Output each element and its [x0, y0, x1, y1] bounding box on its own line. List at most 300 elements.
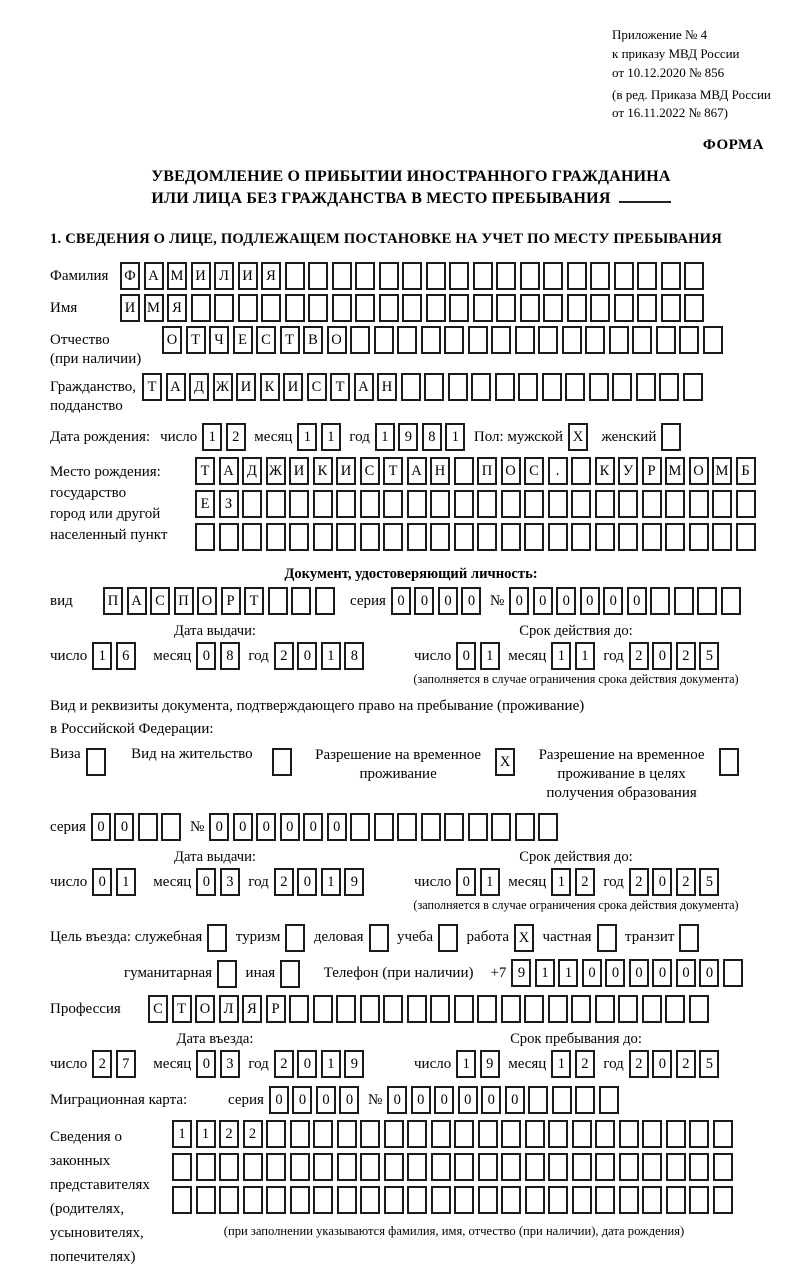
char-cell[interactable]: 0 — [509, 587, 529, 615]
char-cell[interactable] — [619, 1120, 639, 1148]
char-cell[interactable] — [397, 813, 417, 841]
char-cell[interactable] — [172, 1153, 192, 1181]
char-cell[interactable]: 0 — [629, 959, 649, 987]
char-cell[interactable]: 5 — [699, 868, 719, 896]
char-cell[interactable]: 0 — [256, 813, 276, 841]
char-cell[interactable] — [454, 1153, 474, 1181]
char-cell[interactable] — [383, 523, 403, 551]
char-cell[interactable] — [268, 587, 288, 615]
char-cell[interactable] — [614, 294, 634, 322]
char-cell[interactable] — [360, 490, 380, 518]
char-cell[interactable]: 0 — [676, 959, 696, 987]
char-cell[interactable] — [374, 813, 394, 841]
char-cell[interactable] — [266, 523, 286, 551]
char-cell[interactable]: А — [144, 262, 164, 290]
char-cell[interactable]: 0 — [316, 1086, 336, 1114]
char-cell[interactable] — [585, 326, 605, 354]
char-cell[interactable] — [266, 1186, 286, 1214]
char-cell[interactable]: 1 — [196, 1120, 216, 1148]
char-cell[interactable] — [468, 326, 488, 354]
char-cell[interactable]: Т — [142, 373, 162, 401]
char-cell[interactable] — [684, 294, 704, 322]
char-cell[interactable] — [421, 326, 441, 354]
char-cell[interactable]: 2 — [274, 868, 294, 896]
char-cell[interactable]: Ч — [209, 326, 229, 354]
char-cell[interactable]: 1 — [297, 423, 317, 451]
char-cell[interactable]: 0 — [556, 587, 576, 615]
char-cell[interactable]: П — [477, 457, 497, 485]
char-cell[interactable] — [619, 1186, 639, 1214]
char-cell[interactable] — [355, 262, 375, 290]
char-cell[interactable] — [219, 1186, 239, 1214]
char-cell[interactable] — [291, 587, 311, 615]
char-cell[interactable]: 0 — [196, 868, 216, 896]
char-cell[interactable] — [501, 523, 521, 551]
char-cell[interactable]: 1 — [375, 423, 395, 451]
char-cell[interactable] — [336, 995, 356, 1023]
char-cell[interactable] — [525, 1120, 545, 1148]
char-cell[interactable]: М — [665, 457, 685, 485]
char-cell[interactable] — [618, 523, 638, 551]
char-cell[interactable]: Е — [195, 490, 215, 518]
char-cell[interactable]: Я — [242, 995, 262, 1023]
char-cell[interactable] — [665, 523, 685, 551]
char-cell[interactable]: 9 — [511, 959, 531, 987]
char-cell[interactable]: 9 — [344, 868, 364, 896]
char-cell[interactable]: О — [162, 326, 182, 354]
char-cell[interactable]: 8 — [344, 642, 364, 670]
char-cell[interactable] — [712, 523, 732, 551]
char-cell[interactable] — [313, 523, 333, 551]
char-cell[interactable]: 2 — [629, 642, 649, 670]
char-cell[interactable]: 0 — [582, 959, 602, 987]
char-cell[interactable] — [496, 262, 516, 290]
char-cell[interactable]: 0 — [580, 587, 600, 615]
char-cell[interactable] — [543, 262, 563, 290]
char-cell[interactable]: 0 — [391, 587, 411, 615]
char-cell[interactable]: О — [195, 995, 215, 1023]
char-cell[interactable] — [713, 1186, 733, 1214]
char-cell[interactable] — [659, 373, 679, 401]
char-cell[interactable]: Н — [377, 373, 397, 401]
char-cell[interactable]: 2 — [575, 868, 595, 896]
char-cell[interactable]: Л — [219, 995, 239, 1023]
char-cell[interactable] — [407, 995, 427, 1023]
char-cell[interactable]: 0 — [461, 587, 481, 615]
char-cell[interactable] — [243, 1153, 263, 1181]
char-cell[interactable]: 8 — [422, 423, 442, 451]
char-cell[interactable] — [665, 490, 685, 518]
char-cell[interactable] — [721, 587, 741, 615]
char-cell[interactable]: С — [524, 457, 544, 485]
char-cell[interactable] — [196, 1186, 216, 1214]
char-cell[interactable]: А — [127, 587, 147, 615]
char-cell[interactable]: Т — [172, 995, 192, 1023]
char-cell[interactable] — [666, 1153, 686, 1181]
char-cell[interactable] — [374, 326, 394, 354]
char-cell[interactable] — [360, 1153, 380, 1181]
char-cell[interactable]: Б — [736, 457, 756, 485]
char-cell[interactable] — [272, 748, 292, 776]
char-cell[interactable]: 0 — [196, 1050, 216, 1078]
char-cell[interactable]: И — [336, 457, 356, 485]
char-cell[interactable]: 0 — [652, 959, 672, 987]
char-cell[interactable] — [642, 1120, 662, 1148]
char-cell[interactable]: Ф — [120, 262, 140, 290]
char-cell[interactable] — [266, 1153, 286, 1181]
char-cell[interactable] — [501, 995, 521, 1023]
char-cell[interactable] — [280, 960, 300, 988]
char-cell[interactable]: 1 — [321, 868, 341, 896]
char-cell[interactable]: 1 — [92, 642, 112, 670]
char-cell[interactable] — [337, 1153, 357, 1181]
char-cell[interactable]: А — [407, 457, 427, 485]
char-cell[interactable] — [538, 326, 558, 354]
char-cell[interactable] — [679, 326, 699, 354]
char-cell[interactable] — [430, 490, 450, 518]
char-cell[interactable]: И — [191, 262, 211, 290]
char-cell[interactable] — [495, 373, 515, 401]
char-cell[interactable] — [431, 1120, 451, 1148]
char-cell[interactable]: Т — [383, 457, 403, 485]
char-cell[interactable] — [571, 490, 591, 518]
char-cell[interactable]: И — [283, 373, 303, 401]
char-cell[interactable] — [619, 1153, 639, 1181]
char-cell[interactable] — [689, 995, 709, 1023]
char-cell[interactable] — [214, 294, 234, 322]
char-cell[interactable] — [661, 262, 681, 290]
char-cell[interactable] — [703, 326, 723, 354]
char-cell[interactable]: Ж — [213, 373, 233, 401]
char-cell[interactable]: З — [219, 490, 239, 518]
char-cell[interactable] — [736, 523, 756, 551]
char-cell[interactable] — [496, 294, 516, 322]
char-cell[interactable] — [538, 813, 558, 841]
char-cell[interactable]: 0 — [627, 587, 647, 615]
char-cell[interactable] — [454, 995, 474, 1023]
char-cell[interactable]: Т — [330, 373, 350, 401]
char-cell[interactable] — [666, 1120, 686, 1148]
char-cell[interactable]: 0 — [92, 868, 112, 896]
char-cell[interactable] — [397, 326, 417, 354]
char-cell[interactable] — [567, 262, 587, 290]
char-cell[interactable]: 0 — [533, 587, 553, 615]
char-cell[interactable] — [590, 262, 610, 290]
char-cell[interactable]: 0 — [438, 587, 458, 615]
char-cell[interactable] — [636, 373, 656, 401]
char-cell[interactable]: 7 — [116, 1050, 136, 1078]
char-cell[interactable] — [438, 924, 458, 952]
char-cell[interactable] — [360, 523, 380, 551]
char-cell[interactable]: 0 — [652, 1050, 672, 1078]
char-cell[interactable] — [369, 924, 389, 952]
char-cell[interactable] — [448, 373, 468, 401]
char-cell[interactable] — [528, 1086, 548, 1114]
char-cell[interactable] — [712, 490, 732, 518]
char-cell[interactable] — [520, 262, 540, 290]
char-cell[interactable]: 1 — [558, 959, 578, 987]
char-cell[interactable] — [689, 1186, 709, 1214]
char-cell[interactable]: А — [354, 373, 374, 401]
char-cell[interactable]: С — [256, 326, 276, 354]
char-cell[interactable]: К — [260, 373, 280, 401]
char-cell[interactable] — [290, 1120, 310, 1148]
char-cell[interactable] — [471, 373, 491, 401]
char-cell[interactable]: 0 — [91, 813, 111, 841]
char-cell[interactable]: К — [313, 457, 333, 485]
char-cell[interactable] — [289, 995, 309, 1023]
char-cell[interactable]: 2 — [243, 1120, 263, 1148]
char-cell[interactable]: Т — [186, 326, 206, 354]
char-cell[interactable] — [402, 294, 422, 322]
char-cell[interactable] — [665, 995, 685, 1023]
char-cell[interactable] — [243, 1186, 263, 1214]
char-cell[interactable]: 2 — [92, 1050, 112, 1078]
char-cell[interactable] — [595, 1120, 615, 1148]
char-cell[interactable]: К — [595, 457, 615, 485]
char-cell[interactable] — [524, 995, 544, 1023]
char-cell[interactable] — [360, 1120, 380, 1148]
char-cell[interactable] — [515, 813, 535, 841]
char-cell[interactable] — [138, 813, 158, 841]
char-cell[interactable]: 5 — [699, 642, 719, 670]
char-cell[interactable]: 0 — [458, 1086, 478, 1114]
char-cell[interactable]: 1 — [480, 868, 500, 896]
char-cell[interactable] — [266, 1120, 286, 1148]
char-cell[interactable]: О — [327, 326, 347, 354]
char-cell[interactable] — [355, 294, 375, 322]
char-cell[interactable] — [543, 294, 563, 322]
char-cell[interactable] — [572, 1153, 592, 1181]
char-cell[interactable]: 9 — [398, 423, 418, 451]
char-cell[interactable] — [548, 1186, 568, 1214]
char-cell[interactable]: 1 — [172, 1120, 192, 1148]
char-cell[interactable] — [683, 373, 703, 401]
char-cell[interactable]: 0 — [339, 1086, 359, 1114]
char-cell[interactable] — [524, 490, 544, 518]
char-cell[interactable] — [191, 294, 211, 322]
char-cell[interactable] — [642, 523, 662, 551]
char-cell[interactable] — [567, 294, 587, 322]
char-cell[interactable]: . — [548, 457, 568, 485]
char-cell[interactable] — [332, 262, 352, 290]
char-cell[interactable] — [689, 523, 709, 551]
char-cell[interactable] — [525, 1153, 545, 1181]
char-cell[interactable]: У — [618, 457, 638, 485]
char-cell[interactable]: А — [219, 457, 239, 485]
char-cell[interactable] — [477, 523, 497, 551]
char-cell[interactable]: 0 — [411, 1086, 431, 1114]
char-cell[interactable]: 0 — [652, 868, 672, 896]
char-cell[interactable] — [632, 326, 652, 354]
char-cell[interactable] — [548, 490, 568, 518]
char-cell[interactable] — [313, 1186, 333, 1214]
char-cell[interactable] — [572, 1186, 592, 1214]
char-cell[interactable] — [337, 1120, 357, 1148]
char-cell[interactable] — [401, 373, 421, 401]
char-cell[interactable] — [285, 262, 305, 290]
char-cell[interactable] — [501, 490, 521, 518]
char-cell[interactable]: 0 — [434, 1086, 454, 1114]
char-cell[interactable]: 5 — [699, 1050, 719, 1078]
char-cell[interactable] — [595, 995, 615, 1023]
char-cell[interactable] — [524, 523, 544, 551]
char-cell[interactable] — [379, 262, 399, 290]
char-cell[interactable] — [637, 294, 657, 322]
char-cell[interactable] — [650, 587, 670, 615]
char-cell[interactable] — [402, 262, 422, 290]
char-cell[interactable] — [612, 373, 632, 401]
char-cell[interactable]: X — [514, 924, 534, 952]
char-cell[interactable] — [308, 262, 328, 290]
char-cell[interactable] — [478, 1120, 498, 1148]
char-cell[interactable]: Н — [430, 457, 450, 485]
char-cell[interactable] — [315, 587, 335, 615]
char-cell[interactable]: 0 — [297, 642, 317, 670]
char-cell[interactable]: Д — [189, 373, 209, 401]
char-cell[interactable] — [161, 813, 181, 841]
char-cell[interactable]: X — [568, 423, 588, 451]
char-cell[interactable] — [684, 262, 704, 290]
char-cell[interactable]: М — [712, 457, 732, 485]
char-cell[interactable]: 2 — [274, 642, 294, 670]
char-cell[interactable] — [313, 995, 333, 1023]
char-cell[interactable]: 1 — [575, 642, 595, 670]
char-cell[interactable]: 1 — [551, 642, 571, 670]
char-cell[interactable] — [172, 1186, 192, 1214]
char-cell[interactable] — [637, 262, 657, 290]
char-cell[interactable] — [689, 490, 709, 518]
char-cell[interactable] — [337, 1186, 357, 1214]
char-cell[interactable]: 2 — [219, 1120, 239, 1148]
char-cell[interactable] — [266, 490, 286, 518]
char-cell[interactable]: Ж — [266, 457, 286, 485]
char-cell[interactable]: 1 — [445, 423, 465, 451]
char-cell[interactable] — [407, 490, 427, 518]
char-cell[interactable] — [308, 294, 328, 322]
char-cell[interactable] — [384, 1120, 404, 1148]
char-cell[interactable] — [697, 587, 717, 615]
char-cell[interactable] — [424, 373, 444, 401]
char-cell[interactable] — [313, 490, 333, 518]
char-cell[interactable] — [548, 1153, 568, 1181]
char-cell[interactable]: 2 — [629, 868, 649, 896]
char-cell[interactable]: 6 — [116, 642, 136, 670]
char-cell[interactable] — [666, 1186, 686, 1214]
char-cell[interactable] — [548, 523, 568, 551]
char-cell[interactable] — [426, 262, 446, 290]
char-cell[interactable]: Е — [233, 326, 253, 354]
char-cell[interactable] — [289, 523, 309, 551]
char-cell[interactable]: И — [236, 373, 256, 401]
char-cell[interactable] — [217, 960, 237, 988]
char-cell[interactable] — [384, 1153, 404, 1181]
char-cell[interactable] — [290, 1153, 310, 1181]
char-cell[interactable] — [478, 1153, 498, 1181]
char-cell[interactable] — [336, 523, 356, 551]
char-cell[interactable] — [430, 995, 450, 1023]
char-cell[interactable] — [614, 262, 634, 290]
char-cell[interactable] — [477, 490, 497, 518]
char-cell[interactable]: Т — [195, 457, 215, 485]
char-cell[interactable]: 1 — [116, 868, 136, 896]
char-cell[interactable] — [426, 294, 446, 322]
char-cell[interactable]: 0 — [196, 642, 216, 670]
char-cell[interactable] — [431, 1186, 451, 1214]
char-cell[interactable] — [454, 523, 474, 551]
char-cell[interactable] — [501, 1120, 521, 1148]
char-cell[interactable]: М — [167, 262, 187, 290]
char-cell[interactable] — [332, 294, 352, 322]
char-cell[interactable] — [518, 373, 538, 401]
char-cell[interactable] — [195, 523, 215, 551]
char-cell[interactable] — [454, 1186, 474, 1214]
char-cell[interactable] — [468, 813, 488, 841]
char-cell[interactable]: 2 — [274, 1050, 294, 1078]
char-cell[interactable] — [454, 1120, 474, 1148]
char-cell[interactable]: 1 — [202, 423, 222, 451]
char-cell[interactable]: 1 — [551, 1050, 571, 1078]
char-cell[interactable] — [609, 326, 629, 354]
char-cell[interactable] — [548, 1120, 568, 1148]
char-cell[interactable] — [501, 1153, 521, 1181]
char-cell[interactable] — [383, 995, 403, 1023]
char-cell[interactable] — [723, 959, 743, 987]
char-cell[interactable] — [679, 924, 699, 952]
char-cell[interactable]: 1 — [456, 1050, 476, 1078]
char-cell[interactable] — [689, 1153, 709, 1181]
char-cell[interactable]: 2 — [676, 642, 696, 670]
char-cell[interactable] — [562, 326, 582, 354]
char-cell[interactable] — [350, 813, 370, 841]
char-cell[interactable] — [642, 1153, 662, 1181]
char-cell[interactable]: О — [197, 587, 217, 615]
char-cell[interactable]: А — [166, 373, 186, 401]
char-cell[interactable]: 0 — [303, 813, 323, 841]
char-cell[interactable] — [360, 1186, 380, 1214]
char-cell[interactable]: С — [360, 457, 380, 485]
char-cell[interactable] — [548, 995, 568, 1023]
char-cell[interactable] — [552, 1086, 572, 1114]
char-cell[interactable]: Р — [221, 587, 241, 615]
char-cell[interactable] — [242, 490, 262, 518]
char-cell[interactable] — [238, 294, 258, 322]
char-cell[interactable] — [444, 813, 464, 841]
char-cell[interactable] — [515, 326, 535, 354]
char-cell[interactable] — [571, 457, 591, 485]
char-cell[interactable] — [542, 373, 562, 401]
char-cell[interactable] — [449, 294, 469, 322]
char-cell[interactable]: И — [120, 294, 140, 322]
char-cell[interactable]: 9 — [480, 1050, 500, 1078]
char-cell[interactable]: 2 — [226, 423, 246, 451]
char-cell[interactable]: 0 — [456, 868, 476, 896]
char-cell[interactable]: Р — [266, 995, 286, 1023]
char-cell[interactable] — [491, 326, 511, 354]
char-cell[interactable]: Т — [280, 326, 300, 354]
char-cell[interactable] — [571, 995, 591, 1023]
char-cell[interactable]: 0 — [603, 587, 623, 615]
char-cell[interactable]: П — [174, 587, 194, 615]
char-cell[interactable]: 0 — [327, 813, 347, 841]
char-cell[interactable] — [444, 326, 464, 354]
char-cell[interactable] — [571, 523, 591, 551]
char-cell[interactable]: М — [144, 294, 164, 322]
char-cell[interactable] — [689, 1120, 709, 1148]
char-cell[interactable] — [384, 1186, 404, 1214]
char-cell[interactable]: Я — [167, 294, 187, 322]
char-cell[interactable]: 0 — [652, 642, 672, 670]
